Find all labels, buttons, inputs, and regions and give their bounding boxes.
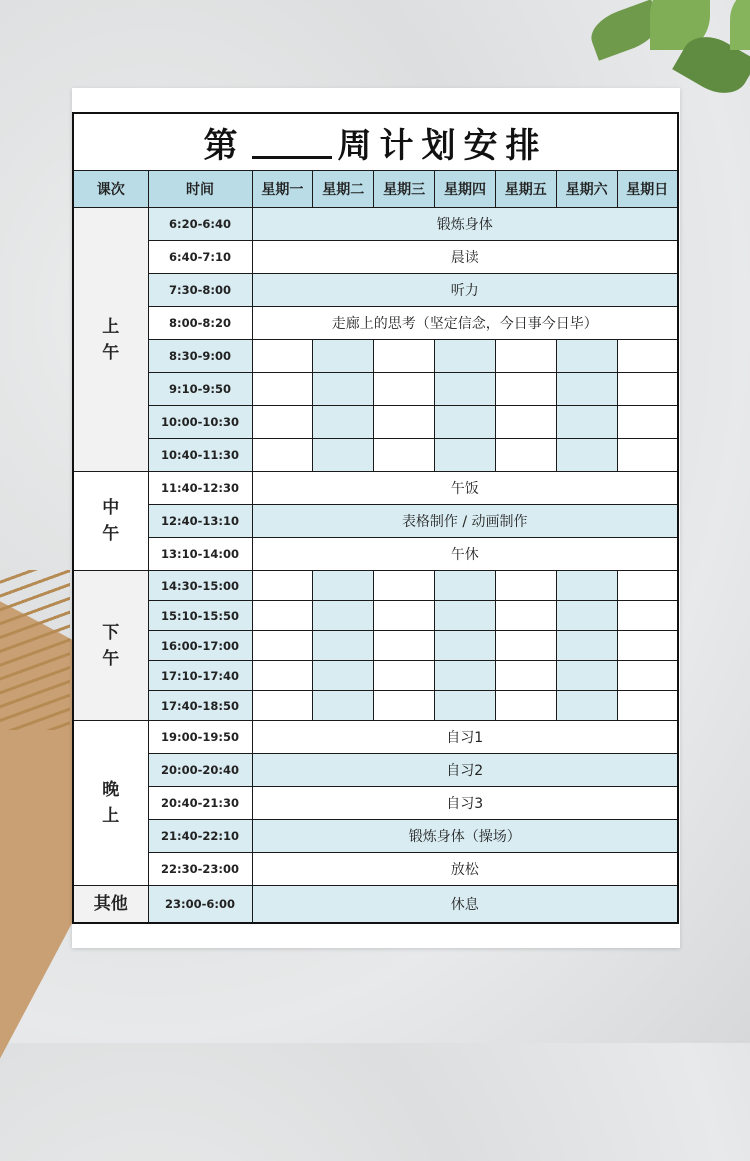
day-slot-cell[interactable] xyxy=(556,340,617,373)
table-row xyxy=(73,721,678,754)
time-cell: 8:00-8:20 xyxy=(148,307,252,340)
header-day: 星期六 xyxy=(556,171,617,208)
day-slot-cell[interactable] xyxy=(374,439,435,472)
day-slot-cell[interactable] xyxy=(374,571,435,601)
time-cell: 12:40-13:10 xyxy=(148,505,252,538)
day-slot-cell[interactable] xyxy=(617,340,678,373)
table-row xyxy=(73,787,678,820)
period-cell xyxy=(73,886,148,923)
table-row xyxy=(73,820,678,853)
day-slot-cell[interactable] xyxy=(252,691,313,721)
time-cell: 17:40-18:50 xyxy=(148,691,252,721)
day-slot-cell[interactable] xyxy=(556,691,617,721)
activity-cell[interactable]: 休息 xyxy=(252,886,678,923)
day-slot-cell[interactable] xyxy=(556,631,617,661)
table-row xyxy=(73,571,678,601)
day-slot-cell[interactable] xyxy=(617,439,678,472)
header-day: 星期四 xyxy=(435,171,496,208)
day-slot-cell[interactable] xyxy=(252,571,313,601)
day-slot-cell[interactable] xyxy=(556,661,617,691)
table-row xyxy=(73,439,678,472)
day-slot-cell[interactable] xyxy=(556,373,617,406)
table-row xyxy=(73,886,678,923)
day-slot-cell[interactable] xyxy=(374,373,435,406)
day-slot-cell[interactable] xyxy=(374,661,435,691)
day-slot-cell[interactable] xyxy=(252,601,313,631)
period-cell xyxy=(73,472,148,571)
time-cell: 14:30-15:00 xyxy=(148,571,252,601)
title-suffix: 周计划安排 xyxy=(337,125,548,166)
day-slot-cell[interactable] xyxy=(495,691,556,721)
day-slot-cell[interactable] xyxy=(495,661,556,691)
day-slot-cell[interactable] xyxy=(495,571,556,601)
day-slot-cell[interactable] xyxy=(435,631,496,661)
time-cell: 10:00-10:30 xyxy=(148,406,252,439)
day-slot-cell[interactable] xyxy=(435,691,496,721)
period-label: 晚上 xyxy=(102,780,120,826)
day-slot-cell[interactable] xyxy=(556,439,617,472)
day-slot-cell[interactable] xyxy=(495,631,556,661)
activity-cell[interactable]: 午饭 xyxy=(252,472,678,505)
table-row xyxy=(73,241,678,274)
day-slot-cell[interactable] xyxy=(313,691,374,721)
period-cell xyxy=(73,571,148,721)
period-label: 下午 xyxy=(102,622,120,669)
day-slot-cell[interactable] xyxy=(617,406,678,439)
notebook-rings xyxy=(0,570,70,730)
period-label: 中午 xyxy=(102,498,120,544)
table-row xyxy=(73,307,678,340)
time-cell: 20:00-20:40 xyxy=(148,754,252,787)
day-slot-cell[interactable] xyxy=(435,661,496,691)
weekly-schedule-table xyxy=(72,112,679,924)
header-row xyxy=(73,171,678,208)
day-slot-cell[interactable] xyxy=(313,439,374,472)
day-slot-cell[interactable] xyxy=(617,631,678,661)
title-row xyxy=(73,113,678,171)
day-slot-cell[interactable] xyxy=(252,661,313,691)
week-number-blank xyxy=(252,156,332,159)
table-row xyxy=(73,601,678,631)
day-slot-cell[interactable] xyxy=(435,601,496,631)
title-prefix: 第 xyxy=(203,125,246,166)
period-label: 其他 xyxy=(93,893,128,914)
time-cell: 21:40-22:10 xyxy=(148,820,252,853)
table-row xyxy=(73,691,678,721)
day-slot-cell[interactable] xyxy=(617,601,678,631)
time-cell: 10:40-11:30 xyxy=(148,439,252,472)
activity-cell[interactable]: 锻炼身体（操场） xyxy=(252,820,678,853)
table-row xyxy=(73,754,678,787)
time-cell: 23:00-6:00 xyxy=(148,886,252,923)
time-cell: 11:40-12:30 xyxy=(148,472,252,505)
time-cell: 13:10-14:00 xyxy=(148,538,252,571)
table-row xyxy=(73,538,678,571)
day-slot-cell[interactable] xyxy=(435,571,496,601)
day-slot-cell[interactable] xyxy=(435,406,496,439)
time-cell: 19:00-19:50 xyxy=(148,721,252,754)
header-day: 星期二 xyxy=(313,171,374,208)
time-cell: 17:10-17:40 xyxy=(148,661,252,691)
table-row xyxy=(73,340,678,373)
header-time: 时间 xyxy=(148,171,252,208)
day-slot-cell[interactable] xyxy=(556,406,617,439)
day-slot-cell[interactable] xyxy=(313,571,374,601)
time-cell: 6:40-7:10 xyxy=(148,241,252,274)
day-slot-cell[interactable] xyxy=(374,691,435,721)
table-row xyxy=(73,853,678,886)
table-row xyxy=(73,274,678,307)
day-slot-cell[interactable] xyxy=(495,340,556,373)
period-label: 上午 xyxy=(102,316,120,363)
time-cell: 15:10-15:50 xyxy=(148,601,252,631)
activity-cell[interactable]: 自习1 xyxy=(252,721,678,754)
day-slot-cell[interactable] xyxy=(252,340,313,373)
day-slot-cell[interactable] xyxy=(495,373,556,406)
table-row xyxy=(73,631,678,661)
day-slot-cell[interactable] xyxy=(617,691,678,721)
time-cell: 6:20-6:40 xyxy=(148,208,252,241)
activity-cell[interactable]: 表格制作 / 动画制作 xyxy=(252,505,678,538)
day-slot-cell[interactable] xyxy=(374,340,435,373)
day-slot-cell[interactable] xyxy=(617,373,678,406)
day-slot-cell[interactable] xyxy=(495,439,556,472)
day-slot-cell[interactable] xyxy=(556,601,617,631)
table-row xyxy=(73,208,678,241)
table-row xyxy=(73,373,678,406)
day-slot-cell[interactable] xyxy=(435,439,496,472)
time-cell: 7:30-8:00 xyxy=(148,274,252,307)
day-slot-cell[interactable] xyxy=(374,631,435,661)
table-row xyxy=(73,406,678,439)
day-slot-cell[interactable] xyxy=(374,406,435,439)
time-cell: 9:10-9:50 xyxy=(148,373,252,406)
day-slot-cell[interactable] xyxy=(313,406,374,439)
table-row xyxy=(73,505,678,538)
day-slot-cell[interactable] xyxy=(435,340,496,373)
day-slot-cell[interactable] xyxy=(313,601,374,631)
period-cell xyxy=(73,721,148,886)
header-day: 星期日 xyxy=(617,171,678,208)
day-slot-cell[interactable] xyxy=(313,661,374,691)
day-slot-cell[interactable] xyxy=(313,373,374,406)
table-row xyxy=(73,661,678,691)
period-cell xyxy=(73,208,148,472)
day-slot-cell[interactable] xyxy=(313,340,374,373)
header-day: 星期三 xyxy=(374,171,435,208)
day-slot-cell[interactable] xyxy=(617,571,678,601)
header-period: 课次 xyxy=(73,171,148,208)
activity-cell[interactable]: 午休 xyxy=(252,538,678,571)
day-slot-cell[interactable] xyxy=(252,439,313,472)
time-cell: 22:30-23:00 xyxy=(148,853,252,886)
day-slot-cell[interactable] xyxy=(556,571,617,601)
day-slot-cell[interactable] xyxy=(495,601,556,631)
header-day: 星期一 xyxy=(252,171,313,208)
table-row xyxy=(73,472,678,505)
activity-cell[interactable]: 走廊上的思考（坚定信念，今日事今日毕） xyxy=(252,307,678,340)
time-cell: 20:40-21:30 xyxy=(148,787,252,820)
day-slot-cell[interactable] xyxy=(435,373,496,406)
day-slot-cell[interactable] xyxy=(252,406,313,439)
activity-cell[interactable]: 自习2 xyxy=(252,754,678,787)
activity-cell[interactable]: 晨读 xyxy=(252,241,678,274)
day-slot-cell[interactable] xyxy=(252,373,313,406)
day-slot-cell[interactable] xyxy=(313,631,374,661)
time-cell: 8:30-9:00 xyxy=(148,340,252,373)
day-slot-cell[interactable] xyxy=(617,661,678,691)
activity-cell[interactable]: 自习3 xyxy=(252,787,678,820)
activity-cell[interactable]: 锻炼身体 xyxy=(252,208,678,241)
day-slot-cell[interactable] xyxy=(252,631,313,661)
day-slot-cell[interactable] xyxy=(374,601,435,631)
time-cell: 16:00-17:00 xyxy=(148,631,252,661)
activity-cell[interactable]: 放松 xyxy=(252,853,678,886)
activity-cell[interactable]: 听力 xyxy=(252,274,678,307)
day-slot-cell[interactable] xyxy=(495,406,556,439)
page-title xyxy=(73,113,678,171)
header-day: 星期五 xyxy=(495,171,556,208)
